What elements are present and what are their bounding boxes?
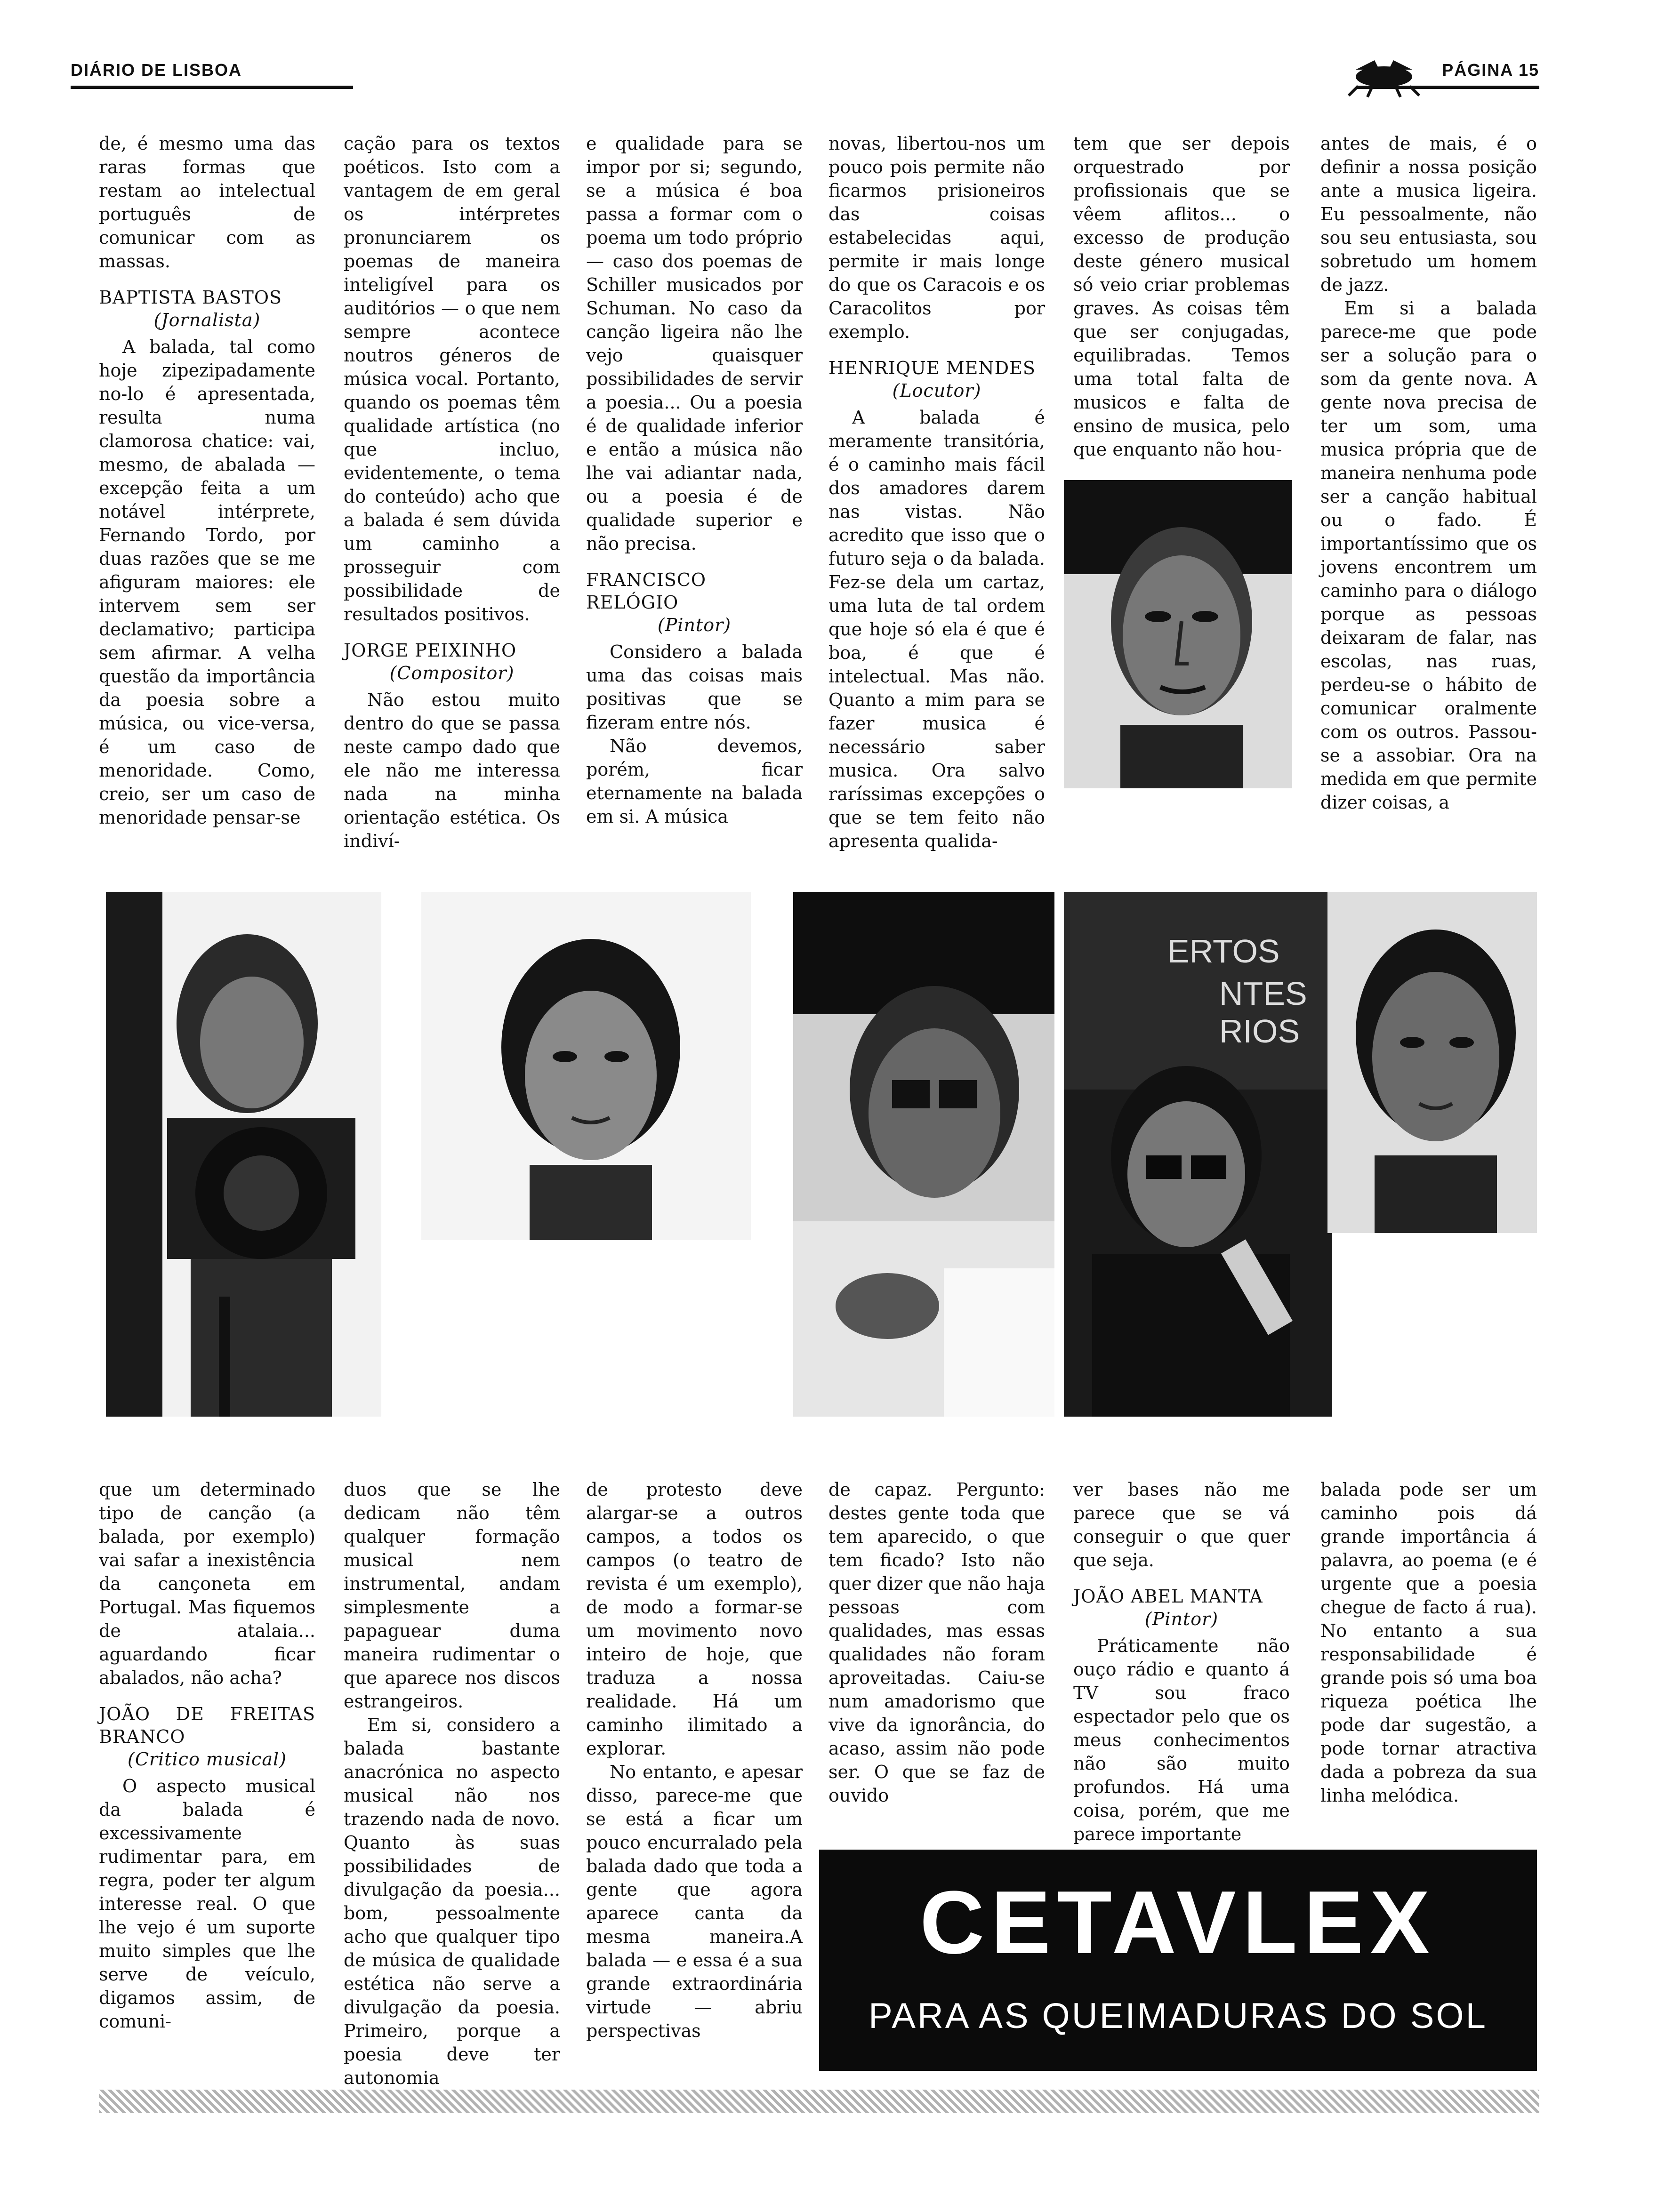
photo-young-man-portrait (1327, 892, 1537, 1233)
author-name: BAPTISTA BASTOS (99, 287, 282, 308)
ad-slogan: PARA AS QUEIMADURAS DO SOL (869, 1996, 1488, 2036)
paragraph: No entanto, e apesar disso, parece-me que se está a ficar um pouco encurralado pela balada dado que toda a gente que agora aparece canta da mesma maneira.A balada — e essa é a sua grande extraordinária virtude — abriu perspectivas (586, 1762, 803, 2041)
author-name: JOÃO ABEL MANTA (1073, 1586, 1263, 1607)
author-role: (Locutor) (892, 380, 981, 401)
bottom-column-6 (1320, 1478, 1537, 1807)
author-role: (Critico musical) (128, 1749, 287, 1770)
top-column-2 (344, 132, 560, 853)
bottom-column-1 (99, 1478, 315, 2033)
author-role: (Pintor) (657, 615, 732, 635)
author-name: JOÃO DE FREITAS BRANCO (99, 1704, 315, 1747)
paragraph: de, é mesmo uma das raras formas que restam ao intelectual português de comunicar com as massas. (99, 133, 315, 272)
paragraph: duos que se lhe dedicam não têm qualquer formação musical nem instrumental, andam simplesmente a papaguear duma maneira rudimentar o que aparece nos discos estrangeiros. (344, 1479, 560, 1712)
author-name: HENRIQUE MENDES (828, 358, 1036, 378)
top-column-5 (1073, 132, 1290, 461)
photo-woman-portrait (421, 892, 751, 1240)
page-number: PÁGINA 15 (1356, 60, 1539, 89)
author-byline (586, 569, 803, 636)
author-byline (828, 357, 1045, 402)
photo-photographer-with-camera (106, 892, 381, 1417)
paragraph: Não estou muito dentro do que se passa neste campo dado que ele não me interessa nada na minha orientação estética. Os indiví- (344, 689, 560, 851)
paragraph: O aspecto musical da balada é excessivamente rudimentar para, em regra, poder ter algum interesse real. O que lhe vejo é um suporte muito simples que lhe serve de veículo, digamos assim, de comuni- (99, 1776, 315, 2032)
cetavlex-advertisement (819, 1850, 1537, 2071)
top-column-4 (828, 132, 1045, 853)
author-byline (99, 1703, 315, 1771)
author-name: JORGE PEIXINHO (344, 640, 517, 661)
photo-man-with-microphone (1064, 892, 1332, 1417)
author-role: (Jornalista) (153, 310, 261, 330)
photo-man-with-glasses-writing (793, 892, 1054, 1417)
paragraph: de capaz. Pergunto: destes gente toda que tem aparecido, o que tem ficado? Isto não quer dizer que não haja pessoas com qualidades, mas essas qualidades não foram aproveitadas. Caiu-se num amadorismo que vive da ignorância, do acaso, assim não pode ser. O que se faz de ouvido (828, 1479, 1045, 1806)
bottom-column-4 (828, 1478, 1045, 1807)
paragraph: Não devemos, porém, ficar eternamente na balada em si. A música (586, 736, 803, 827)
paragraph: e qualidade para se impor por si; segundo, se a música é boa passa a formar com o poema um todo próprio — caso dos poemas de Schiller musicados por Schuman. No caso da canção ligeira não lhe vejo quaisquer possibilidades de servir a poesia... Ou a poesia é de qualidade inferior e então a música não lhe vai adiantar nada, ou a poesia é de qualidade superior e não precisa. (586, 133, 803, 554)
paragraph: A balada é meramente transitória, é o caminho mais fácil dos amadores darem nas vistas. Não acredito que isso que o futuro seja o da balada. Fez-se dela um cartaz, uma luta de tal ordem que hoje só ela é que é boa, é que é intelectual. Mas não. Quanto a mim para se fazer musica é necessário saber musica. Ora salvo raríssimas excepções o que se tem feito não apresenta qualida- (828, 407, 1045, 851)
sign-text-1: ERTOS (1167, 933, 1280, 970)
paragraph: novas, libertou-nos um pouco pois permite não ficarmos prisioneiros das coisas estabelecidas aqui, permite ir mais longe do que os Caracois e os Caracolitos por exemplo. (828, 133, 1045, 342)
bottom-column-2 (344, 1478, 560, 2090)
top-column-1 (99, 132, 315, 829)
paragraph: Em si a balada parece-me que pode ser a solução para o som da gente nova. A gente nova precisa de ter um som, uma musica própria que de maneira nenhuma pode ser a canção habitual ou o fado. É importantíssimo que os jovens encontrem um caminho para o diálogo porque as pessoas deixaram de falar, nas escolas, nas ruas, perdeu-se o hábito de comunicar oralmente com os outros. Passou-se a assobiar. Ora na medida em que permite dizer coisas, a (1320, 298, 1537, 813)
author-name: FRANCISCO RELÓGIO (586, 569, 707, 613)
author-role: (Pintor) (1144, 1609, 1219, 1629)
sign-text-3: RIOS (1219, 1013, 1300, 1050)
author-role: (Compositor) (389, 663, 515, 683)
paragraph: A balada, tal como hoje zipezipadamente no-lo é apresentada, resulta numa clamorosa chatice: vai, mesmo, de abalada — excepção feita a um notável intérprete, Fernando Tordo, por duas razões que se me afiguram maiores: ele intervem sem ser declamativo; participa sem afirmar. A velha questão da importância da poesia sobre a música, ou vice-versa, é um caso de menoridade. Como, creio, ser um caso de menoridade pensar-se (99, 337, 315, 828)
top-column-3 (586, 132, 803, 828)
paragraph: balada pode ser um caminho pois dá grande importância á palavra, ao poema (e é urgente que a poesia chegue de facto á rua). No entanto a sua responsabilidade é grande pois só uma boa riqueza poética lhe pode dar sugestão, a pode tornar atractiva dada a pobreza da sua linha melódica. (1320, 1479, 1537, 1806)
paragraph: Considero a balada uma das coisas mais positivas que se fizeram entre nós. (586, 641, 803, 733)
author-byline (99, 286, 315, 331)
bottom-column-5 (1073, 1478, 1290, 1846)
paragraph: ver bases não me parece que se vá conseguir o que quer que seja. (1073, 1479, 1290, 1571)
paragraph: Práticamente não ouço rádio e quanto á TV sou fraco espectador pelo que os meus conhecimentos não são muito profundos. Há uma coisa, porém, que me parece importante (1073, 1635, 1290, 1844)
paragraph: tem que ser depois orquestrado por profissionais que se vêem aflitos... o excesso de produção deste género musical só veio criar problemas graves. As coisas têm que ser conjugadas, equilibradas. Temos uma total falta de musicos e falta de ensino de musica, pelo que enquanto não hou- (1073, 133, 1290, 460)
paragraph: de protesto deve alargar-se a outros campos, a todos os campos (o teatro de revista é um exemplo), de modo a formar-se um movimento novo inteiro de hoje, que traduza a nossa realidade. Há um caminho ilimitado a explorar. (586, 1479, 803, 1759)
paragraph: que um determinado tipo de canção (a balada, por exemplo) vai safar a inexistência da cançoneta em Portugal. Mas fiquemos de atalaia... aguardando ficar abalados, não acha? (99, 1479, 315, 1688)
sign-text-2: NTES (1219, 975, 1307, 1012)
paragraph: Em si, considero a balada bastante anacrónica no aspecto musical não nos trazendo nada de novo. Quanto às suas possibilidades de divulgação da poesia... bom, pessoalmente acho que qualquer tipo de música de qualidade estética não serve a divulgação da poesia. Primeiro, porque a poesia deve ter autonomia (344, 1715, 560, 2088)
ad-brand-name: CETAVLEX (919, 1873, 1437, 1972)
paragraph: antes de mais, é o definir a nossa posição ante a musica ligeira. Eu pessoalmente, não sou seu entusiasta, sou sobretudo um homem de jazz. (1320, 133, 1537, 295)
paragraph: cação para os textos poéticos. Isto com a vantagem de em geral os intérpretes pronunciarem os poemas de maneira inteligível para os auditórios — o que nem sempre acontece noutros géneros de música vocal. Portanto, quando os poemas têm qualidade artística (no que incluo, evidentemente, o tema do conteúdo) acho que a balada é sem dúvida um caminho a prosseguir com possibilidade de resultados positivos. (344, 133, 560, 625)
author-byline (1073, 1585, 1290, 1630)
author-byline (344, 639, 560, 684)
newspaper-name: DIÁRIO DE LISBOA (71, 60, 353, 89)
top-column-6 (1320, 132, 1537, 814)
bottom-column-3 (586, 1478, 803, 2043)
portrait-photo-locutor (1064, 480, 1292, 788)
footer-halftone-band (99, 2090, 1539, 2113)
